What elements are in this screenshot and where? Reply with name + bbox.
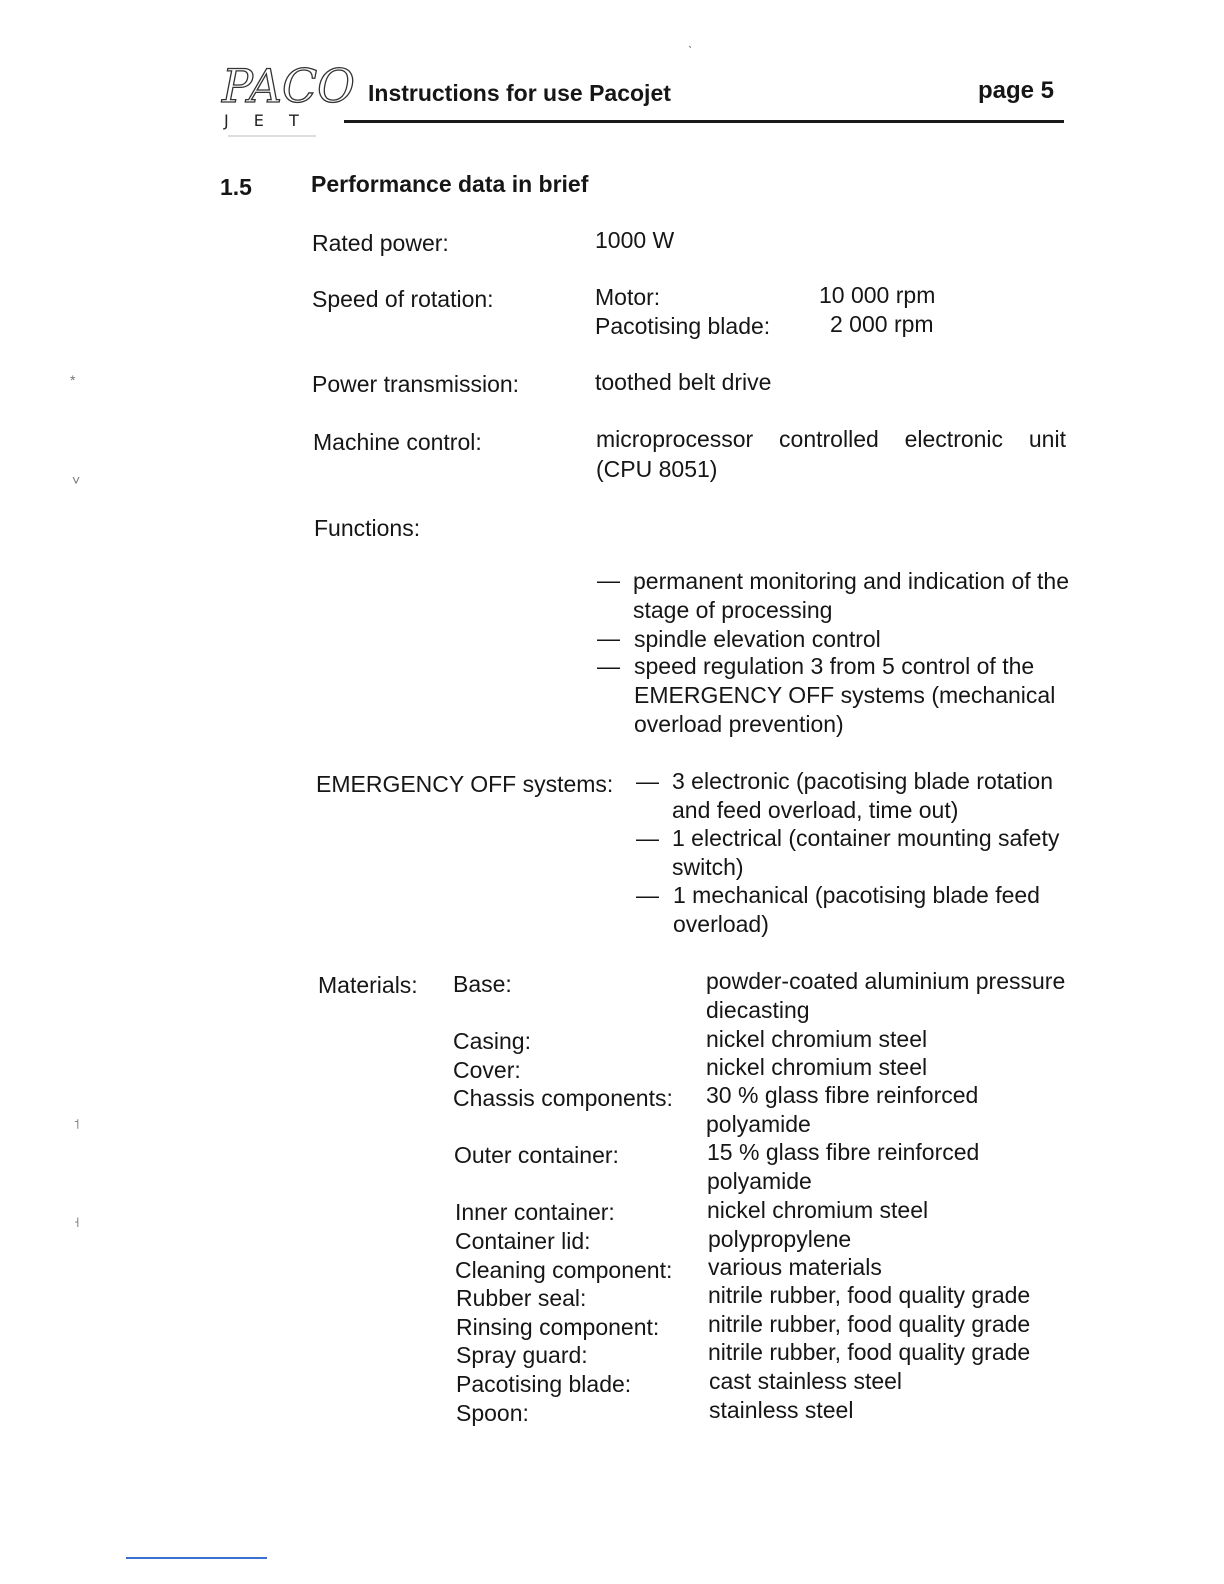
emergency-item-3-line2: overload) (673, 911, 769, 937)
material-part: Spoon: (456, 1400, 529, 1426)
material-value: nickel chromium steel (706, 1026, 928, 1052)
machine-control-word: electronic (904, 426, 1004, 452)
pacojet-logo (218, 36, 355, 146)
header-divider (344, 120, 1064, 123)
emergency-dash: — (636, 882, 659, 908)
emergency-item-2-line1: 1 electrical (container mounting safety (672, 825, 1060, 851)
emergency-dash: — (636, 825, 659, 851)
scan-speck: ˎ (688, 32, 693, 48)
material-part: Cover: (453, 1057, 521, 1083)
function-item-1-line1: permanent monitoring and indication of the (633, 568, 1070, 594)
page-number: page 5 (978, 77, 1055, 104)
material-value: stainless steel (709, 1397, 854, 1423)
logo-wordmark: PACO (222, 59, 355, 113)
material-part: Cleaning component: (455, 1257, 673, 1283)
power-transmission-label: Power transmission: (312, 371, 520, 397)
rated-power-label: Rated power: (312, 230, 449, 256)
speed-motor-value: 10 000 rpm (819, 282, 936, 308)
document-title: Instructions for use Pacojet (368, 80, 671, 106)
speed-blade-value: 2 000 rpm (830, 311, 934, 337)
section-number: 1.5 (220, 174, 252, 200)
emergency-label: EMERGENCY OFF systems: (316, 771, 614, 797)
section-title: Performance data in brief (311, 171, 589, 197)
emergency-item-2-line2: switch) (672, 854, 744, 880)
function-item-3-line2: EMERGENCY OFF systems (mechanical (634, 682, 1056, 708)
material-value: cast stainless steel (709, 1368, 903, 1394)
emergency-dash: — (636, 768, 659, 794)
material-value: nitrile rubber, food quality grade (708, 1311, 1031, 1337)
rated-power-value: 1000 W (595, 227, 675, 253)
material-value: 15 % glass fibre reinforced (707, 1139, 980, 1165)
material-part: Casing: (453, 1028, 531, 1054)
functions-label: Functions: (314, 515, 421, 541)
material-part: Pacotising blade: (456, 1371, 632, 1397)
scan-speck: ˅ (72, 472, 81, 488)
function-item-1-line2: stage of processing (633, 597, 833, 623)
material-part: Outer container: (454, 1142, 619, 1168)
material-part: Container lid: (455, 1228, 591, 1254)
machine-control-word: microprocessor (596, 426, 754, 452)
material-value: various materials (708, 1254, 882, 1280)
scan-speck: * (70, 372, 76, 388)
material-part: Rinsing component: (456, 1314, 660, 1340)
scan-speck: ˦ (74, 1116, 80, 1132)
material-value: nickel chromium steel (706, 1054, 928, 1080)
material-value: polypropylene (708, 1226, 852, 1252)
function-item-2-line1: spindle elevation control (634, 626, 881, 652)
material-value-cont: polyamide (707, 1168, 812, 1194)
bottom-blue-line (126, 1557, 267, 1559)
functions-dash: — (597, 625, 620, 651)
machine-control-line2: (CPU 8051) (596, 456, 718, 482)
functions-dash: — (597, 567, 620, 593)
speed-blade-label: Pacotising blade: (595, 313, 771, 339)
material-part: Rubber seal: (456, 1285, 587, 1311)
emergency-item-3-line1: 1 mechanical (pacotising blade feed (673, 882, 1040, 908)
material-part: Base: (453, 971, 512, 997)
material-value: nickel chromium steel (707, 1197, 929, 1223)
function-item-3-line1: speed regulation 3 from 5 control of the (634, 653, 1035, 679)
speed-motor-label: Motor: (595, 284, 661, 310)
material-part: Chassis components: (453, 1085, 673, 1111)
material-part: Inner container: (455, 1199, 615, 1225)
material-value: powder-coated aluminium pressure (706, 968, 1066, 994)
logo-subtitle: J E T (224, 111, 309, 130)
function-item-3-line3: overload prevention) (634, 711, 844, 737)
functions-dash: — (597, 653, 620, 679)
material-value: nitrile rubber, food quality grade (708, 1282, 1031, 1308)
speed-label: Speed of rotation: (312, 286, 494, 312)
power-transmission-value: toothed belt drive (595, 369, 772, 395)
emergency-item-1-line2: and feed overload, time out) (672, 797, 959, 823)
emergency-item-1-line1: 3 electronic (pacotising blade rotation (672, 768, 1054, 794)
machine-control-word: controlled (779, 426, 879, 452)
scan-speck: ˧ (74, 1214, 80, 1230)
material-value: 30 % glass fibre reinforced (706, 1082, 979, 1108)
machine-control-line1 (596, 425, 1066, 454)
material-part: Spray guard: (456, 1342, 588, 1368)
material-value-cont: diecasting (706, 997, 810, 1023)
materials-label: Materials: (318, 972, 418, 998)
material-value: nitrile rubber, food quality grade (708, 1339, 1031, 1365)
material-value-cont: polyamide (706, 1111, 811, 1137)
machine-control-label: Machine control: (313, 429, 482, 455)
machine-control-word: unit (1028, 426, 1066, 452)
